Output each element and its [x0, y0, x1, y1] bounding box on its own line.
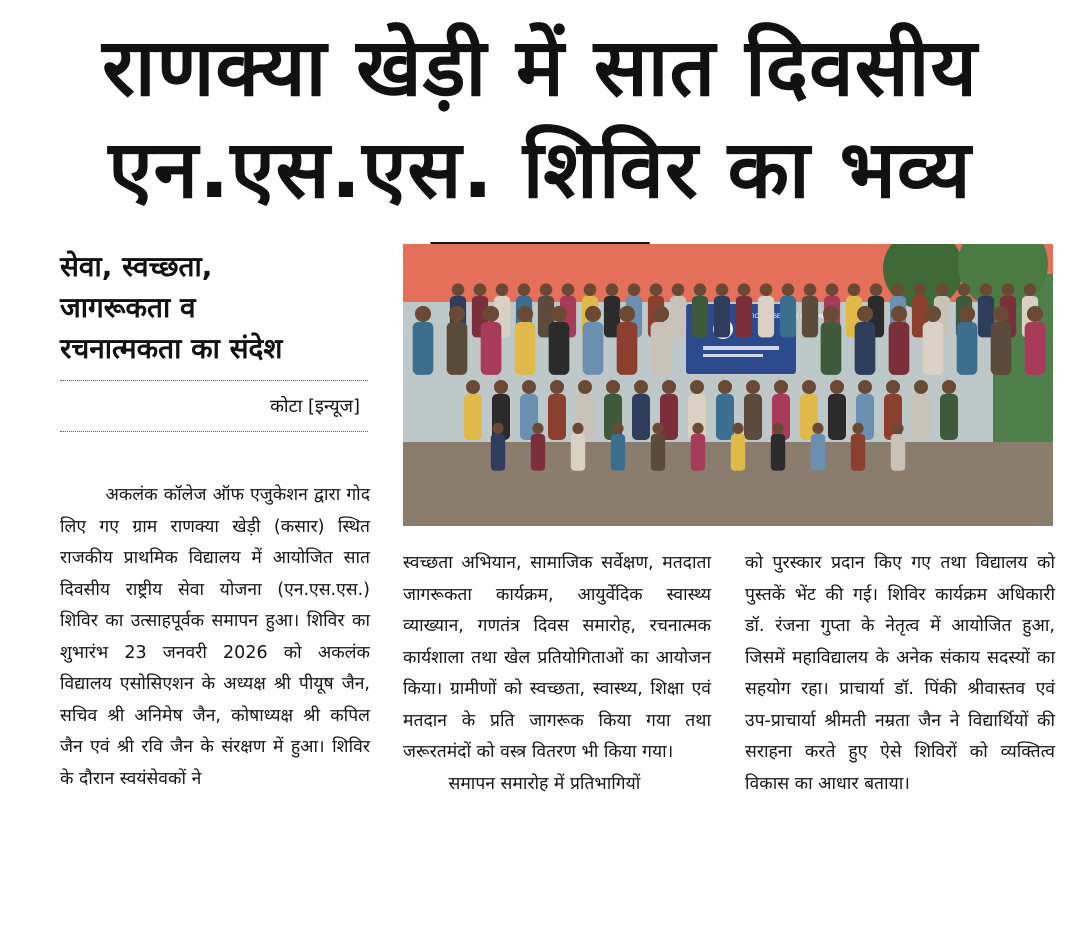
article-column-1	[60, 480, 370, 795]
paragraph: समापन समारोह में प्रतिभागियों	[448, 773, 641, 794]
dateline: कोटा [इन्यूज]	[270, 396, 360, 417]
subheadline-line-2: जागरूकता व	[60, 291, 196, 324]
subheadline-line-3: रचनात्मकता का संदेश	[60, 332, 283, 365]
paragraph: स्वच्छता अभियान, सामाजिक सर्वेक्षण, मतदाता जागरूकता कार्यक्रम, आयुर्वेदिक स्वास्थ्य व्याख्यान, गणतंत्र दिवस समारोह, रचनात्मक कार्यशाला तथा खेल प्रतियोगिताओं का आयोजन किया। ग्रामीणों को स्वच्छता, स्वास्थ्य, शिक्षा एवं मतदान के प्रति जागरूक किया गया तथा जरूरतमंदों को वस्त्र वितरण भी किया गया।	[403, 553, 711, 762]
article-column-2	[403, 548, 711, 800]
divider-bottom	[60, 431, 368, 432]
headline-line-2: एन.एस.एस. शिविर का भव्य	[108, 123, 972, 216]
banner-text: NATIONAL	[741, 313, 772, 320]
group-photo	[403, 244, 1053, 526]
paragraph: अकलंक कॉलेज ऑफ एजुकेशन द्वारा गोद लिए गए ग्राम राणक्या खेड़ी (कसार) स्थित राजकीय प्राथमिक विद्यालय में आयोजित सात दिवसीय राष्ट्रीय सेवा योजना (एन.एस.एस.) शिविर का उत्साहपूर्वक समापन हुआ। शिविर का शुभारंभ 23 जनवरी 2026 को अकलंक विद्यालय एसोसिएशन के अध्यक्ष श्री पीयूष जैन, सचिव श्री अनिमेष जैन, कोषाध्यक्ष श्री कपिल जैन एवं श्री रवि जैन के संरक्षण में हुआ। शिविर के दौरान स्वयंसेवकों ने	[60, 485, 370, 789]
headline-line-1: राणक्या खेड़ी में सात दिवसीय	[102, 21, 978, 114]
divider-top	[60, 380, 368, 381]
paragraph: को पुरस्कार प्रदान किए गए तथा विद्यालय को पुस्तकें भेंट की गई। शिविर कार्यक्रम अधिकारी डॉ. रंजना गुप्ता के नेतृत्व में आयोजित हुआ, जिसमें महाविद्यालय के अनेक संकाय सदस्यों का सहयोग रहा। प्राचार्या डॉ. पिंकी श्रीवास्तव एवं उप-प्राचार्या श्रीमती नम्रता जैन ने विद्यार्थियों की सराहना करते हुए ऐसे शिविरों को व्यक्तित्व विकास का आधार बताया।	[745, 553, 1055, 794]
article-column-3	[745, 548, 1055, 800]
subheadline-line-1: सेवा, स्वच्छता,	[60, 250, 213, 283]
subheadline	[60, 246, 380, 369]
